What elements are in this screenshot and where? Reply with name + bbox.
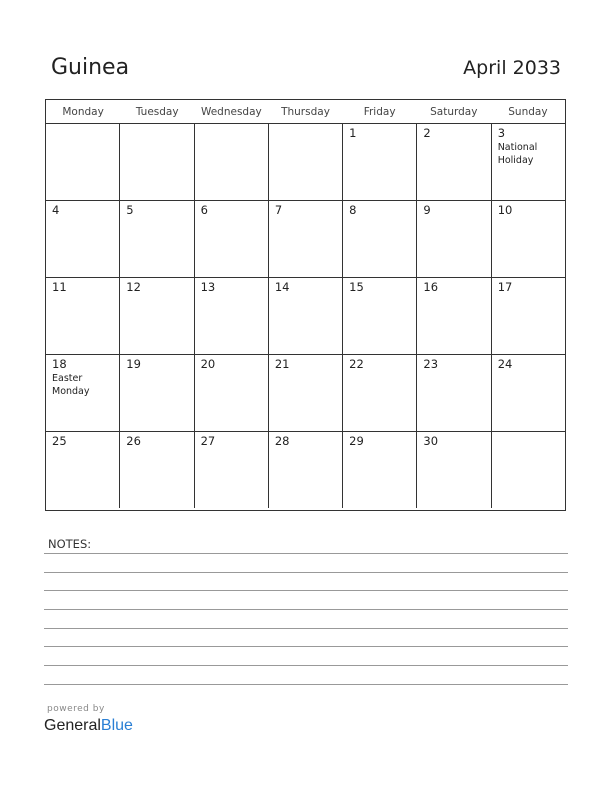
month-title: April 2033 [463, 57, 561, 79]
week-row-3 [46, 278, 565, 355]
day-number: 19 [126, 357, 141, 371]
day-number: 11 [52, 280, 67, 294]
note-line [44, 553, 568, 554]
day-number: 30 [423, 434, 439, 448]
day-number: 8 [349, 203, 357, 217]
day-cell [46, 278, 120, 354]
day-cell [492, 355, 565, 431]
day-cell [492, 432, 565, 508]
weekday-sunday: Sunday [508, 106, 548, 118]
weekday-friday: Friday [363, 106, 396, 118]
day-number: 6 [200, 203, 208, 217]
day-number: 16 [423, 280, 439, 294]
day-number: 1 [349, 126, 357, 140]
day-number: 4 [52, 203, 60, 217]
day-cell [269, 355, 343, 431]
day-number: 26 [126, 434, 141, 448]
day-number: 10 [497, 203, 513, 217]
day-number: 23 [423, 357, 439, 371]
day-cell [269, 432, 343, 508]
note-line [44, 665, 568, 666]
day-cell [269, 124, 343, 200]
day-cell [120, 201, 194, 277]
day-cell [343, 201, 417, 277]
day-cell [417, 201, 491, 277]
note-line [44, 646, 568, 647]
day-number: 27 [200, 434, 216, 448]
notes-label: NOTES: [48, 537, 92, 551]
day-number: 14 [274, 280, 290, 294]
day-cell [343, 355, 417, 431]
day-number: 18 [52, 357, 67, 371]
day-number: 21 [274, 357, 290, 371]
day-cell [417, 432, 491, 508]
note-line [44, 609, 568, 610]
day-cell [120, 355, 194, 431]
note-line [44, 684, 568, 685]
day-cell [269, 278, 343, 354]
note-line [44, 590, 568, 591]
powered-by-text: powered by [47, 704, 105, 714]
weekday-monday: Monday [62, 106, 104, 118]
day-number: 3 [497, 126, 506, 140]
day-cell [343, 278, 417, 354]
day-cell [120, 432, 194, 508]
week-row-4 [46, 355, 565, 432]
note-line [44, 572, 568, 573]
day-number: 29 [349, 434, 364, 448]
day-cell [492, 124, 565, 200]
day-cell [195, 278, 269, 354]
day-cell [417, 124, 491, 200]
day-number: 15 [349, 280, 364, 294]
day-number: 17 [497, 280, 513, 294]
weekday-tuesday: Tuesday [135, 106, 179, 118]
brand-blue-text: Blue [100, 717, 133, 734]
day-cell [492, 278, 565, 354]
day-cell [195, 201, 269, 277]
day-cell [195, 124, 269, 200]
day-number: 12 [126, 280, 141, 294]
day-number: 5 [126, 203, 134, 217]
week-row-1 [46, 124, 565, 201]
calendar-grid [45, 99, 566, 511]
day-number: 7 [274, 203, 283, 217]
day-number: 28 [274, 434, 290, 448]
day-cell [46, 355, 120, 431]
weekday-saturday: Saturday [430, 106, 478, 118]
brand-general-text: General [44, 717, 101, 734]
weekday-wednesday: Wednesday [200, 106, 262, 118]
day-cell [343, 432, 417, 508]
day-cell [417, 355, 491, 431]
brand-logo [44, 717, 133, 735]
day-cell [492, 201, 565, 277]
day-cell [417, 278, 491, 354]
day-cell [195, 432, 269, 508]
holiday-label: Easter Monday [52, 373, 90, 397]
day-cell [46, 201, 120, 277]
day-number: 20 [200, 357, 216, 371]
day-number: 9 [423, 203, 431, 217]
day-number: 24 [497, 357, 513, 371]
weekday-thursday: Thursday [281, 106, 330, 118]
day-cell [120, 124, 194, 200]
day-number: 22 [349, 357, 364, 371]
day-number: 2 [423, 126, 431, 140]
day-cell [343, 124, 417, 200]
day-cell [120, 278, 194, 354]
day-number: 25 [52, 434, 67, 448]
day-cell [46, 432, 120, 508]
holiday-label: National Holiday [497, 142, 538, 166]
country-title: Guinea [51, 55, 130, 80]
week-row-5 [46, 432, 565, 508]
day-number: 13 [200, 280, 216, 294]
day-cell [195, 355, 269, 431]
week-row-2 [46, 201, 565, 278]
day-cell [269, 201, 343, 277]
day-cell [46, 124, 120, 200]
note-line [44, 628, 568, 629]
weekday-header-row [46, 100, 565, 124]
